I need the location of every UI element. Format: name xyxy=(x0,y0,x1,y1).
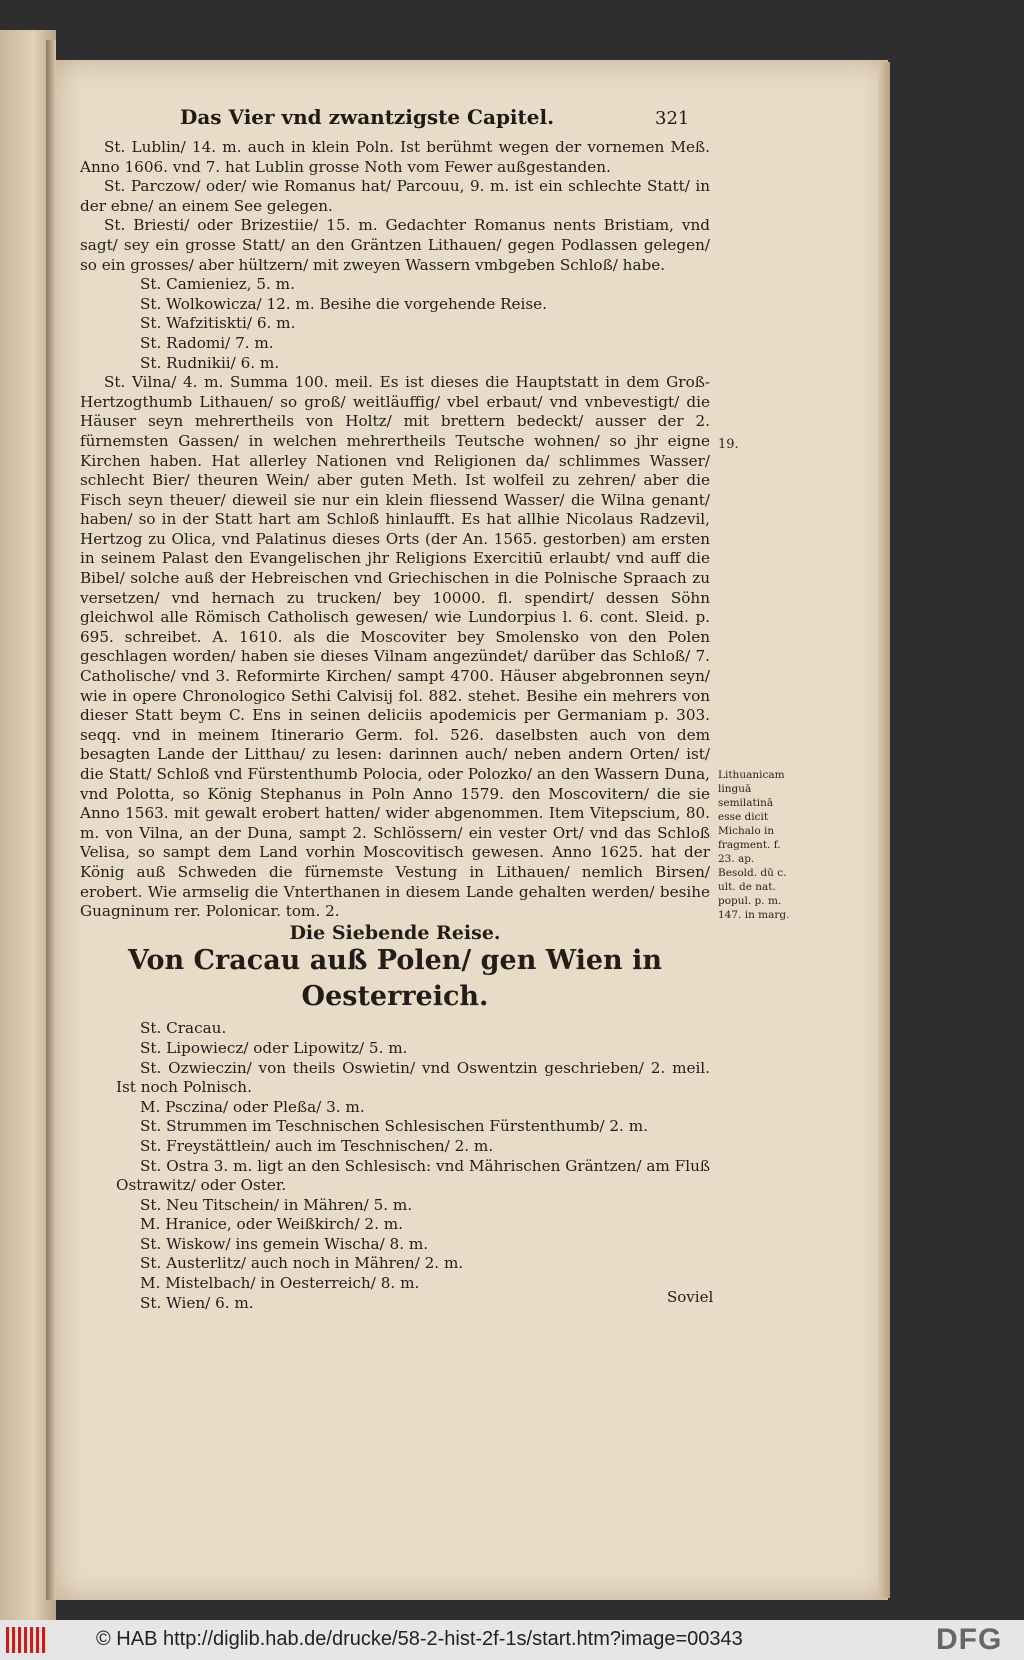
station-line: St. Camieniez, 5. m. xyxy=(140,275,295,294)
station-line: St. Wolkowicza/ 12. m. Besihe die vorgehende Reise. xyxy=(140,294,547,313)
station-line: St. Ostra 3. m. ligt an den Schlesisch: vnd Mährischen Gräntzen/ am Fluß Ostrawitz/ oder Oster. xyxy=(116,1156,710,1195)
station-line: St. Freystättlein/ auch im Teschnischen/ 2. m. xyxy=(140,1136,494,1155)
station-line: M. Psczina/ oder Pleßa/ 3. m. xyxy=(140,1097,365,1116)
section-heading: Die Siebende Reise. xyxy=(289,921,501,944)
station-line: M. Mistelbach/ in Oesterreich/ 8. m. xyxy=(140,1274,420,1293)
paragraph-briesti: St. Briesti/ oder Brizestiie/ 15. m. Gedachter Romanus nents Bristiam, vnd sagt/ sey ein grosse Statt/ an den Gräntzen Lithauen/ gegen Podlassen gelegen/ so ein grosses/ aber hültzern/ mit zweyen Wassern vmbgeben Schloß/ habe. xyxy=(80,216,710,274)
margin-number: 19. xyxy=(718,437,739,452)
station-line: St. Radomi/ 7. m. xyxy=(140,333,274,352)
viewer-footer xyxy=(0,1620,1024,1660)
margin-note: Lithuanicam linguā semilatinā esse dicit Michalo in fragment. f. 23. ap. Besold. dū c. ult. de nat. popul. p. m. 147. in marg. xyxy=(718,769,790,921)
station-line: St. Wafzitiskti/ 6. m. xyxy=(140,314,296,333)
station-line: St. Austerlitz/ auch noch in Mähren/ 2. m. xyxy=(140,1254,464,1273)
journey-title: Von Cracau auß Polen/ gen Wien in Oesterreich. xyxy=(128,945,662,1013)
page-fore-edge xyxy=(878,62,890,1598)
paragraph-parczow: St. Parczow/ oder/ wie Romanus hat/ Parcouu, 9. m. ist ein schlechte Statt/ in der ebne/ an einem See gelegen. xyxy=(80,177,710,215)
catchword: Soviel xyxy=(667,1288,714,1306)
paragraph-lublin: St. Lublin/ 14. m. auch in klein Poln. Ist berühmt wegen der vornemen Meß. Anno 1606. vnd 7. hat Lublin grosse Noth vom Fewer außgestanden. xyxy=(80,138,710,176)
running-head: Das Vier vnd zwantzigste Capitel. xyxy=(180,105,555,129)
source-url[interactable]: © HAB http://diglib.hab.de/drucke/58-2-hist-2f-1s/start.htm?image=00343 xyxy=(96,1628,743,1650)
station-line: St. Wien/ 6. m. xyxy=(140,1293,254,1312)
dfg-logo: DFG xyxy=(936,1623,1003,1656)
station-line: St. Strummen im Teschnischen Schlesischen Fürstenthumb/ 2. m. xyxy=(140,1117,648,1136)
station-line: St. Wiskow/ ins gemein Wischa/ 8. m. xyxy=(140,1234,429,1253)
station-line: St. Lipowiecz/ oder Lipowitz/ 5. m. xyxy=(140,1038,408,1057)
body-text xyxy=(80,138,710,1313)
station-line: St. Ozwieczin/ von theils Oswietin/ vnd Oswentzin geschrieben/ 2. meil. Ist noch Polnisch. xyxy=(116,1058,710,1097)
station-line: St. Rudnikii/ 6. m. xyxy=(140,353,280,372)
station-line: St. Neu Titschein/ in Mähren/ 5. m. xyxy=(140,1195,413,1214)
book-gutter xyxy=(46,40,56,1600)
hab-logo-icon xyxy=(6,1627,46,1653)
station-line: M. Hranice, oder Weißkirch/ 2. m. xyxy=(140,1215,403,1234)
paragraph-vilna: St. Vilna/ 4. m. Summa 100. meil. Es ist dieses die Hauptstatt in dem Groß-Hertzogthumb Lithauen/ so groß/ weitläuffig/ vbel erbaut/ vnd vnbevestigt/ die Häuser seyn mehrertheils von Holtz/ mit brettern bedeckt/ ausser der 2. fürnemsten Gassen/ in welchen mehrertheils Teutsche wohnen/ so jhr eigne Kirchen haben. Hat allerley Nationen vnd Religionen da/ schlimmes Wasser/ schlecht Bier/ theuren Wein/ aber guten Meth. Ist wolfeil zu zehren/ aber die Fisch seyn theuer/ dieweil sie nur ein klein fliessend Wasser/ die Wilna genant/ haben/ so in der Statt hart am Schloß hinlaufft. Es hat allhie Nicolaus Radzevil, Hertzog zu Olica, vnd Palatinus dieses Orts (der An. 1565. gestorben) am ersten in seinem Palast den Evangelischen jhr Religions Exercitiū erlaubt/ vnd auff die Bibel/ solche auß der Hebreischen vnd Griechischen in die Polnische Spraach zu versetzen/ vnd hernach zu trucken/ bey 10000. fl. spendirt/ dessen Söhn gleichwol alle Römisch Catholisch gewesen/ wie Lundorpius l. 6. cont. Sleid. p. 695. schreibet. A. 1610. als die Moscoviter bey Smolensko von den Polen geschlagen worden/ haben sie dieses Vilnam angezündet/ darüber das Schloß/ 7. Catholische/ vnd 3. Reformirte Kirchen/ sampt 4700. Häuser abgebronnen seyn/ wie in opere Chronologico Sethi Calvisij fol. 882. stehet. Besihe ein mehrers von dieser Statt beym C. Ens in seinen deliciis apodemicis per Germaniam p. 303. seqq. vnd in meinem Itinerario Germ. fol. 526. daselbsten auch von dem besagten Lande der Litthau/ zu lesen: darinnen auch/ neben andern Orten/ ist/ die Statt/ Schloß vnd Fürstenthumb Polocia, oder Polozko/ an den Wassern Duna, vnd Polotta, so König Stephanus in Poln Anno 1579. den Moscovitern/ die sie Anno 1563. mit gewalt erobert hatten/ wider abgenommen. Item Vitepscium, 80. m. von Vilna, an der Duna, sampt 2. Schlössern/ ein vester Ort/ vnd das Schloß Velisa, so sampt dem Land vorhin Moscovitisch gewesen. Anno 1625. hat der König auß Schweden die fürnemste Vestung in Lithauen/ nemlich Birsen/ erobert. Wie armselig die Vnterthanen in diesem Lande gehalten werden/ besihe Guagninum rer. Polonicar. tom. 2. xyxy=(80,373,710,921)
station-line: St. Cracau. xyxy=(140,1019,227,1038)
page-number: 321 xyxy=(655,108,690,129)
